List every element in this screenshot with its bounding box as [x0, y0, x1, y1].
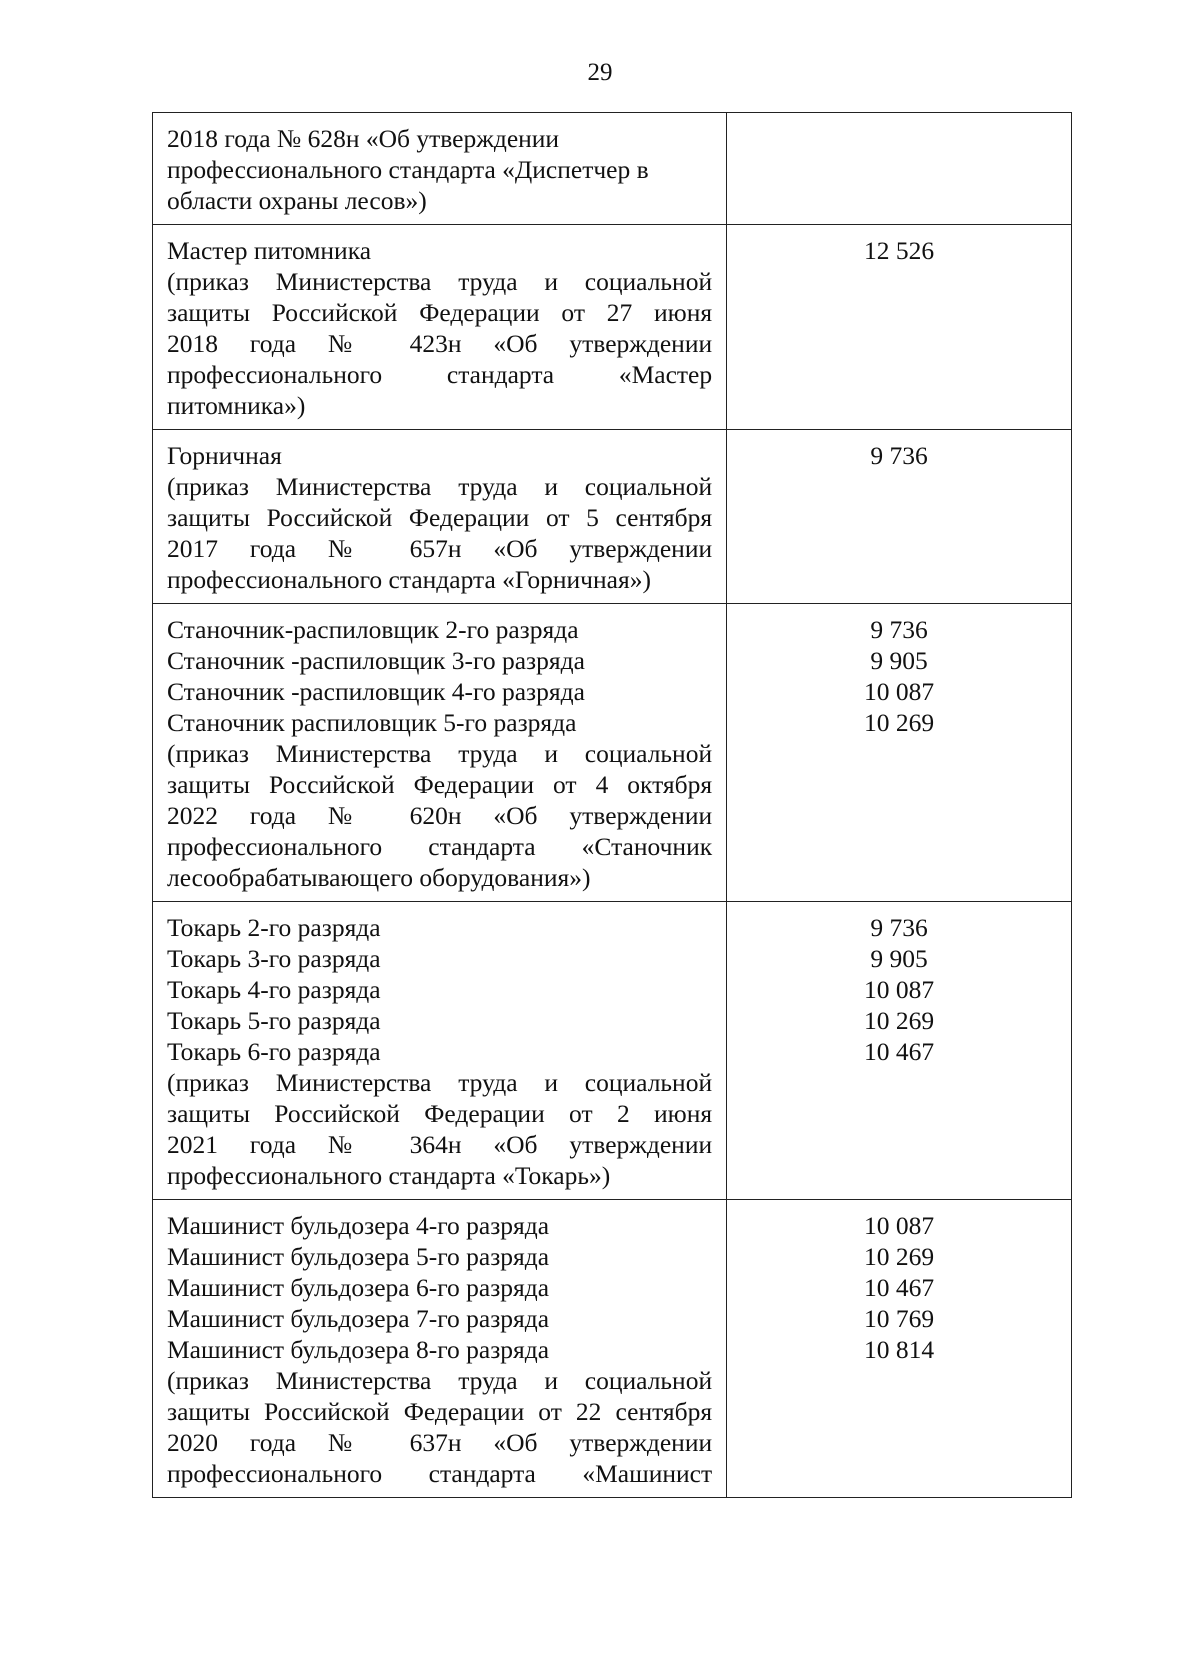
position-cell	[153, 113, 727, 225]
salary-value: 10 087	[863, 975, 935, 1004]
position-text-line: (приказ Министерства труда и социальной	[167, 1068, 713, 1097]
table-row	[153, 902, 1072, 1200]
position-text-line: 2018 года № 423н «Об утверждении	[167, 329, 713, 358]
salary-value: 9 905	[870, 646, 928, 675]
position-text-line: профессионального стандарта «Диспетчер в	[167, 155, 649, 184]
position-text-line: Токарь 4-го разряда	[167, 975, 381, 1004]
salary-cell	[727, 113, 1072, 225]
salary-value: 10 269	[863, 1006, 935, 1035]
salary-table	[152, 112, 1072, 1498]
salary-value: 10 269	[863, 1242, 935, 1271]
page-number: 29	[587, 59, 613, 86]
position-text-line: Станочник распиловщик 5-го разряда	[167, 708, 577, 737]
table-row	[153, 1200, 1072, 1498]
position-text-line: Машинист бульдозера 4-го разряда	[167, 1211, 550, 1240]
position-text-line: Станочник -распиловщик 3-го разряда	[167, 646, 585, 675]
position-text-line: профессионального стандарта «Машинист	[167, 1459, 713, 1488]
position-cell	[153, 902, 727, 1200]
position-text-line: защиты Российской Федерации от 4 октября	[167, 770, 713, 799]
table-row	[153, 604, 1072, 902]
position-text-line: Машинист бульдозера 7-го разряда	[167, 1304, 550, 1333]
position-text-line: питомника»)	[167, 391, 306, 420]
position-text-line: 2020 года № 637н «Об утверждении	[167, 1428, 713, 1457]
salary-value: 10 814	[863, 1335, 935, 1364]
table-body	[153, 113, 1072, 1498]
position-text-line: (приказ Министерства труда и социальной	[167, 472, 713, 501]
salary-cell	[727, 1200, 1072, 1498]
position-text-line: Мастер питомника	[167, 236, 372, 265]
table-row	[153, 430, 1072, 604]
position-text-line: защиты Российской Федерации от 27 июня	[167, 298, 713, 327]
salary-value: 9 736	[870, 615, 928, 644]
position-text-line: профессионального стандарта «Мастер	[167, 360, 713, 389]
position-text-line: Станочник-распиловщик 2-го разряда	[167, 615, 579, 644]
position-text-line: профессионального стандарта «Токарь»)	[167, 1161, 611, 1190]
position-text-line: профессионального стандарта «Горничная»)	[167, 565, 651, 594]
table-row	[153, 113, 1072, 225]
position-text-line: защиты Российской Федерации от 5 сентября	[167, 503, 713, 532]
position-text-line: защиты Российской Федерации от 22 сентября	[167, 1397, 713, 1426]
position-text-line: 2022 года № 620н «Об утверждении	[167, 801, 713, 830]
position-text-line: Токарь 6-го разряда	[167, 1037, 381, 1066]
salary-value: 10 769	[863, 1304, 935, 1333]
position-cell	[153, 1200, 727, 1498]
position-cell	[153, 225, 727, 430]
position-text-line: (приказ Министерства труда и социальной	[167, 739, 713, 768]
position-text-line: Токарь 3-го разряда	[167, 944, 381, 973]
position-text-line: лесообрабатывающего оборудования»)	[167, 863, 591, 892]
position-text-line: Токарь 2-го разряда	[167, 913, 381, 942]
salary-cell	[727, 225, 1072, 430]
position-text-line: Машинист бульдозера 8-го разряда	[167, 1335, 550, 1364]
salary-value: 10 087	[863, 677, 935, 706]
position-text-line: области охраны лесов»)	[167, 186, 427, 215]
position-text-line: Станочник -распиловщик 4-го разряда	[167, 677, 585, 706]
salary-value: 9 905	[870, 944, 928, 973]
position-text-line: 2021 года № 364н «Об утверждении	[167, 1130, 713, 1159]
position-text-line: Горничная	[167, 441, 282, 470]
position-text-line: 2017 года № 657н «Об утверждении	[167, 534, 713, 563]
position-text-line: 2018 года № 628н «Об утверждении	[167, 124, 560, 153]
position-text-line: Токарь 5-го разряда	[167, 1006, 381, 1035]
position-text-line: защиты Российской Федерации от 2 июня	[167, 1099, 713, 1128]
salary-value: 10 269	[863, 708, 935, 737]
salary-cell	[727, 430, 1072, 604]
position-text-line: (приказ Министерства труда и социальной	[167, 267, 713, 296]
position-text-line: Машинист бульдозера 6-го разряда	[167, 1273, 550, 1302]
salary-value: 12 526	[863, 236, 935, 265]
position-text-line: Машинист бульдозера 5-го разряда	[167, 1242, 550, 1271]
position-text-line: (приказ Министерства труда и социальной	[167, 1366, 713, 1395]
position-text-line: профессионального стандарта «Станочник	[167, 832, 713, 861]
salary-value: 10 467	[863, 1273, 935, 1302]
salary-value: 10 467	[863, 1037, 935, 1066]
salary-cell	[727, 902, 1072, 1200]
salary-cell	[727, 604, 1072, 902]
position-cell	[153, 430, 727, 604]
salary-value: 10 087	[863, 1211, 935, 1240]
salary-value: 9 736	[870, 441, 928, 470]
position-cell	[153, 604, 727, 902]
table-row	[153, 225, 1072, 430]
salary-value: 9 736	[870, 913, 928, 942]
